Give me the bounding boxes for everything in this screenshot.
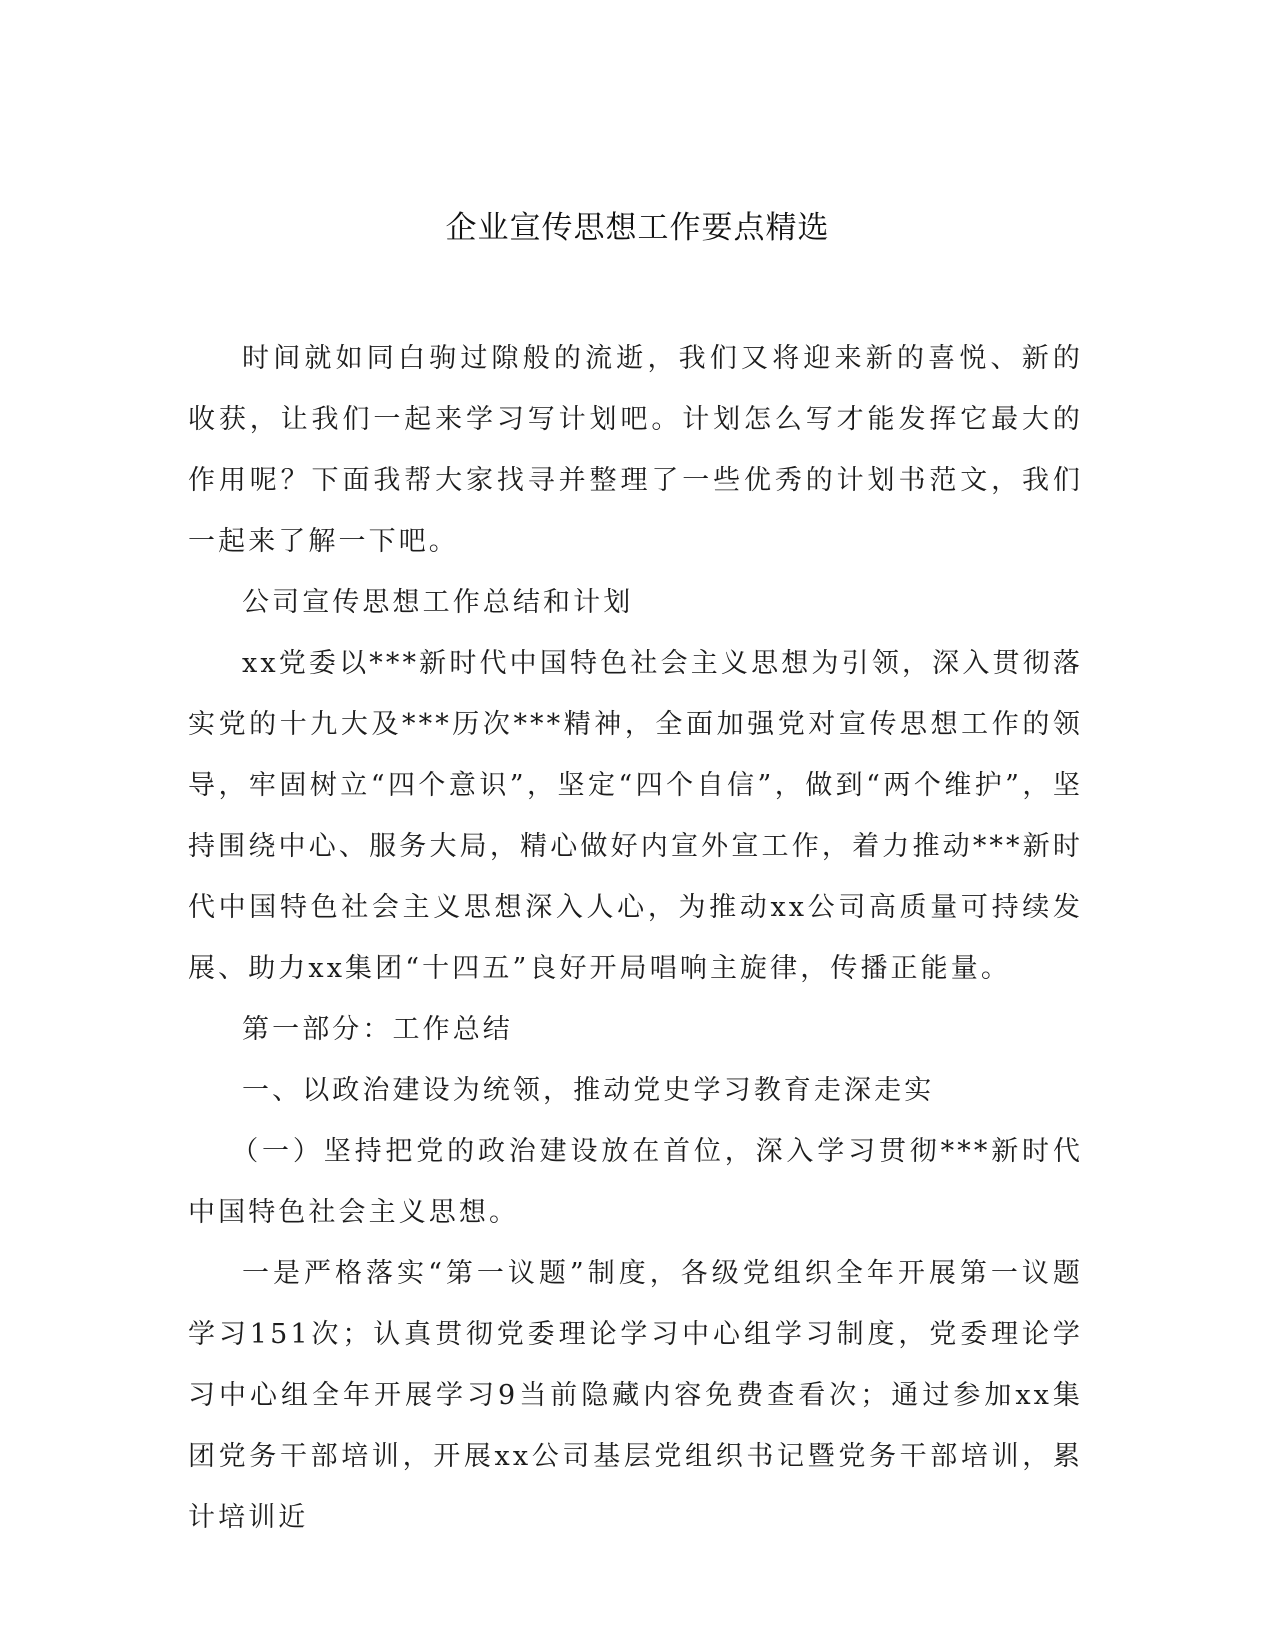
first-item-paragraph: 一是严格落实“第一议题”制度，各级党组织全年开展第一议题学习151次；认真贯彻党委理论学习中心组学习制度，党委理论学习中心组全年开展学习9当前隐藏内容免费查看次；通过参加xx集团党务干部培训，开展xx公司基层党组织书记暨党务干部培训，累计培训近 <box>188 1258 1083 1533</box>
section-one-heading: 一、以政治建设为统领，推动党史学习教育走深走实 <box>242 1075 935 1106</box>
intro-paragraph: 时间就如同白驹过隙般的流逝，我们又将迎来新的喜悦、新的收获，让我们一起来学习写计划吧。计划怎么写才能发挥它最大的作用呢？下面我帮大家找寻并整理了一些优秀的计划书范文，我们一起来了解一下吧。 <box>188 343 1083 557</box>
document-title: 企业宣传思想工作要点精选 <box>445 210 830 246</box>
party-committee-paragraph: xx党委以***新时代中国特色社会主义思想为引领，深入贯彻落实党的十九大及***历次***精神，全面加强党对宣传思想工作的领导，牢固树立“四个意识”，坚定“四个自信”，做到“两个维护”，坚持围绕中心、服务大局，精心做好内宣外宣工作，着力推动***新时代中国特色社会主义思想深入人心，为推动xx公司高质量可持续发展、助力xx集团“十四五”良好开局唱响主旋律，传播正能量。 <box>188 648 1083 984</box>
part-one-heading: 第一部分：工作总结 <box>242 1014 513 1045</box>
subsection-one-heading: （一）坚持把党的政治建设放在首位，深入学习贯彻***新时代中国特色社会主义思想。 <box>188 1136 1083 1228</box>
document-body <box>188 328 1083 1548</box>
section-heading-summary-plan: 公司宣传思想工作总结和计划 <box>242 587 634 618</box>
